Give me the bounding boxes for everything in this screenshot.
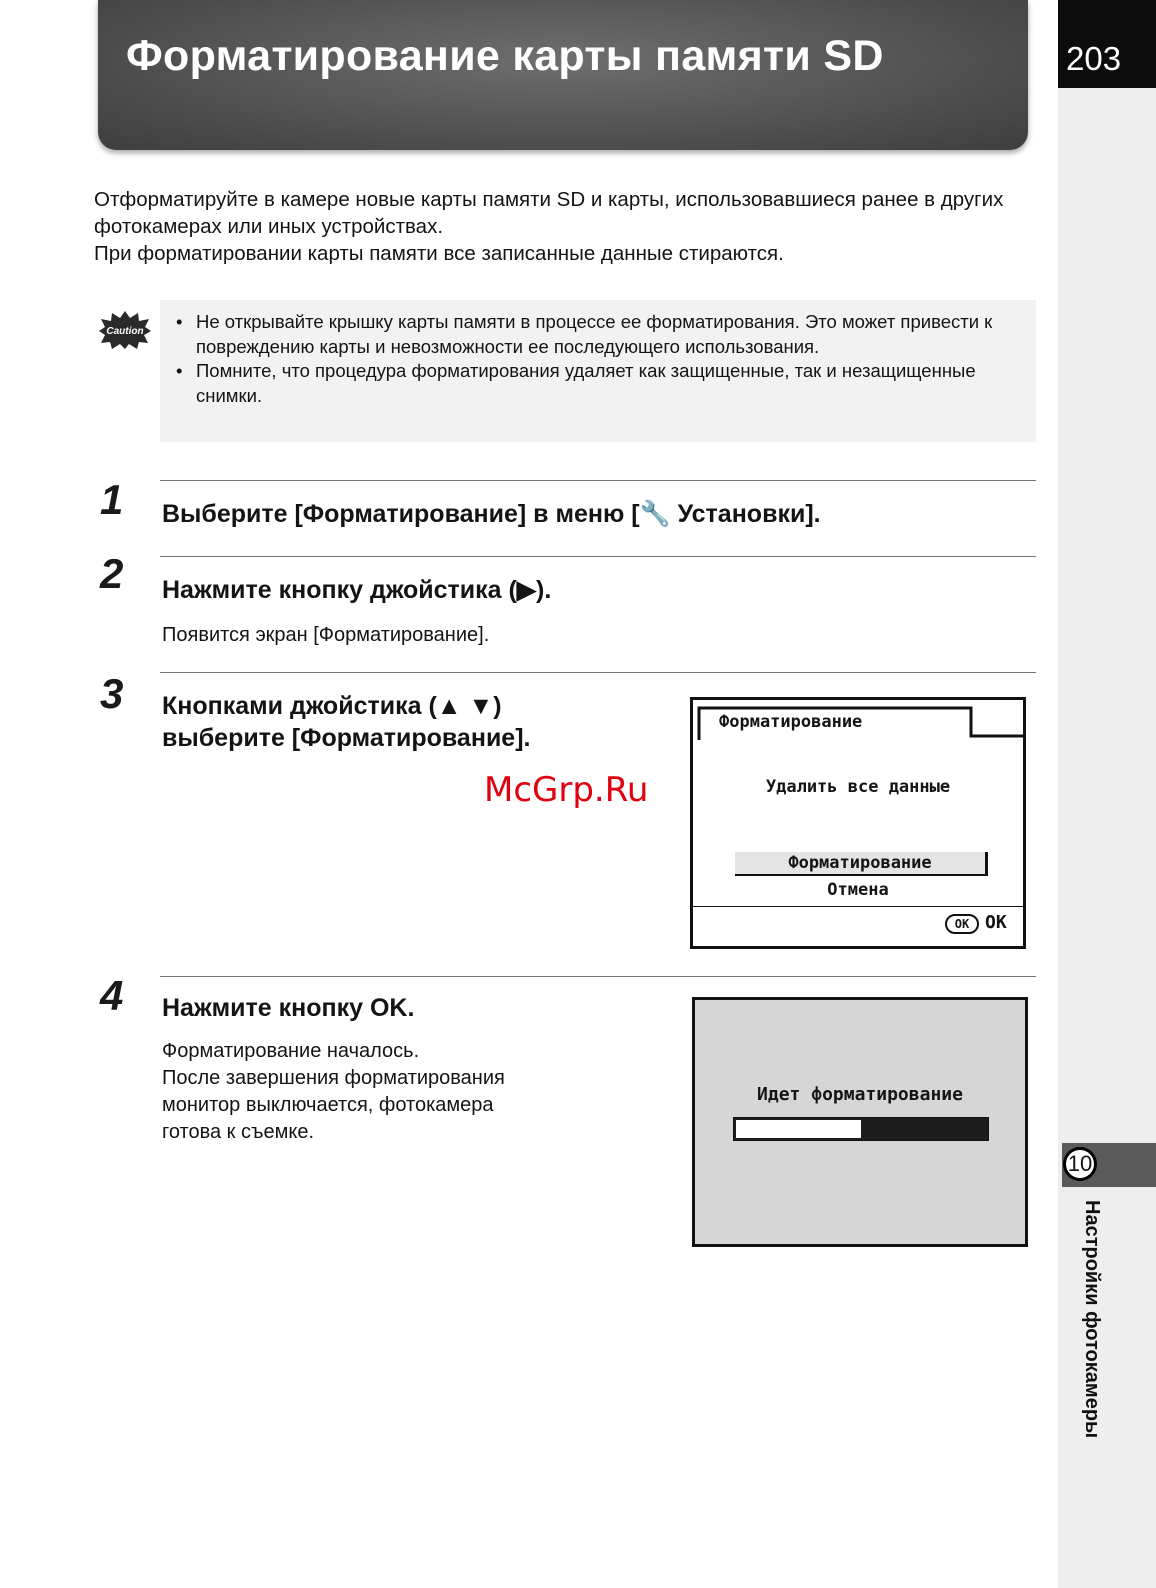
intro-paragraph-1: Отформатируйте в камере новые карты памяти SD и карты, использовавшиеся ранее в других фотокамерах или иных устройствах.: [94, 188, 1004, 238]
page-title: Форматирование карты памяти SD: [126, 32, 884, 80]
step-heading: [162, 690, 530, 754]
step-body-line: Форматирование началось.: [162, 1040, 420, 1062]
step-heading: Нажмите кнопку джойстика (▶).: [162, 576, 552, 604]
progress-bar-fill: [736, 1120, 861, 1138]
screen-message: Удалить все данные: [765, 777, 951, 797]
step-divider: [160, 556, 1036, 557]
intro-text: [94, 186, 1044, 267]
chapter-title: Настройки фотокамеры: [1081, 1200, 1103, 1439]
step-body: [162, 622, 489, 649]
step-heading-line: Кнопками джойстика (▲ ▼): [162, 692, 502, 720]
screen-title: Форматирование: [719, 712, 863, 732]
ok-label: OK: [985, 912, 1007, 933]
option-format-selected[interactable]: Форматирование: [735, 852, 988, 876]
intro-paragraph-2: При форматировании карты памяти все записанные данные стираются.: [94, 242, 784, 265]
side-strip: [1058, 88, 1156, 1588]
step-body: [162, 1038, 505, 1146]
step-number: 1: [100, 476, 124, 523]
ok-button-icon: OK: [945, 914, 979, 934]
page-number: 203: [1058, 0, 1156, 88]
step-number: 3: [100, 670, 124, 717]
title-banner: [98, 0, 1028, 150]
step-body-line: Появится экран [Форматирование].: [162, 624, 490, 646]
format-screen: [690, 697, 1026, 949]
caution-item: • Не открывайте крышку карты памяти в процессе ее форматирования. Это может привести к повреждению карты и невозможности ее последующего использования.: [174, 310, 1014, 359]
step-body-line: После завершения форматирования: [162, 1067, 505, 1089]
caution-icon-label: Caution: [106, 326, 144, 337]
caution-icon: [98, 310, 152, 350]
progress-label: Идет форматирование: [757, 1084, 963, 1105]
step-number: 4: [100, 972, 124, 1019]
caution-item: • Помните, что процедура форматирования удаляет как защищенные, так и незащищенные снимки.: [174, 359, 1014, 408]
option-cancel[interactable]: Отмена: [827, 880, 889, 900]
watermark: McGrp.Ru: [484, 770, 649, 810]
caution-list: [174, 310, 1014, 408]
progress-screen: [692, 997, 1028, 1247]
step-number: 2: [100, 550, 124, 597]
screen-footer-divider: [693, 906, 1023, 907]
step-divider: [160, 976, 1036, 977]
step-divider: [160, 672, 1036, 673]
step-body-line: монитор выключается, фотокамера: [162, 1094, 494, 1116]
step-divider: [160, 480, 1036, 481]
step-heading: Выберите [Форматирование] в меню [🔧 Установки].: [162, 500, 821, 528]
chapter-number: 10: [1063, 1147, 1097, 1181]
progress-bar: [733, 1117, 989, 1141]
step-heading: Нажмите кнопку OK.: [162, 994, 415, 1022]
step-body-line: готова к съемке.: [162, 1121, 315, 1143]
step-heading-line: выберите [Форматирование].: [162, 724, 531, 752]
